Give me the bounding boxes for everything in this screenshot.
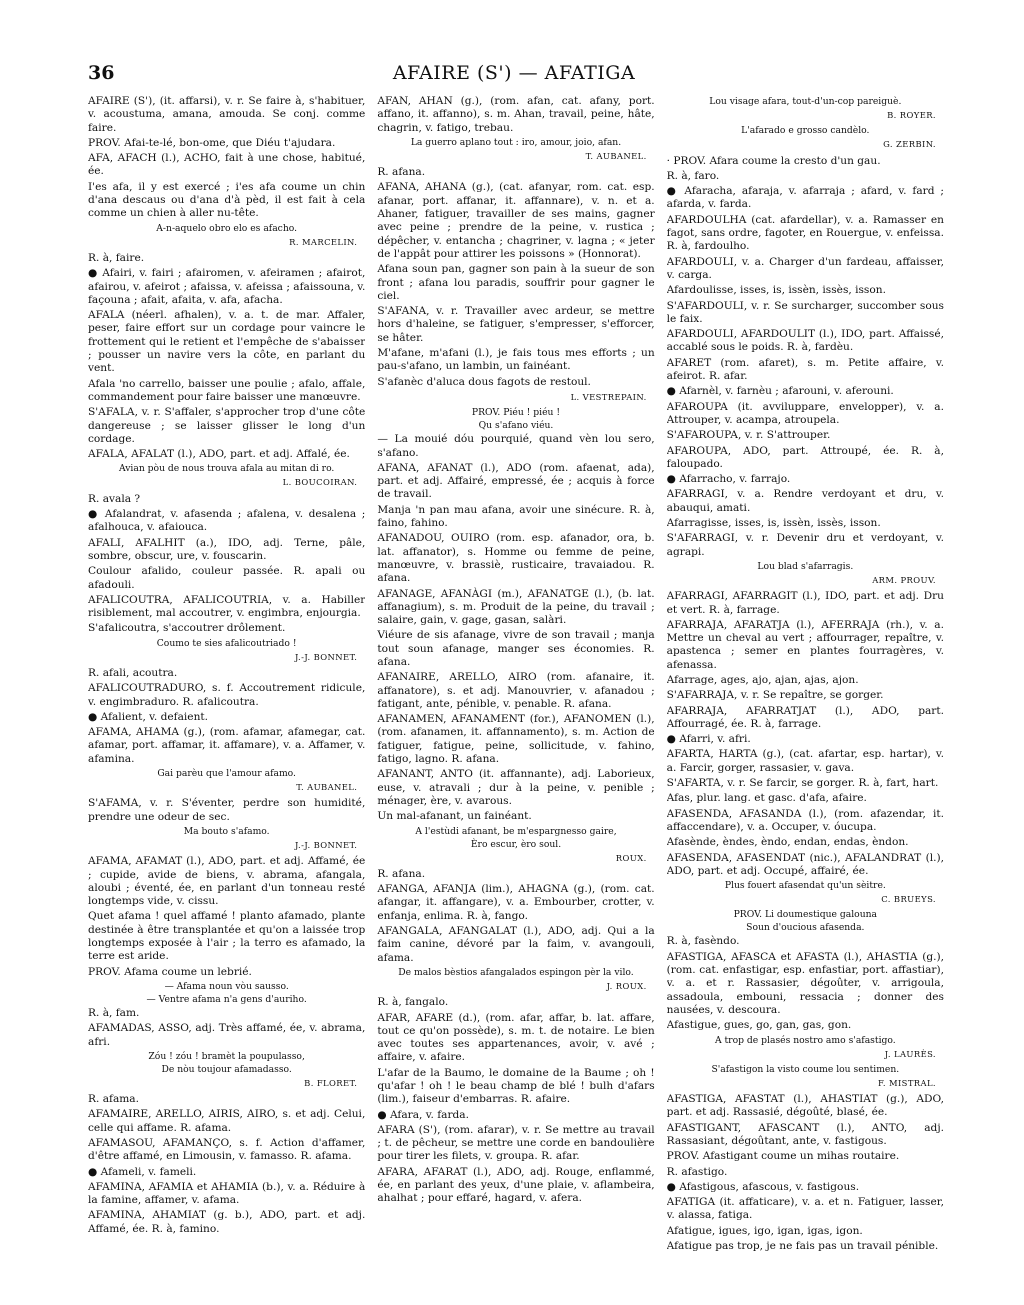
entry-paragraph: AFARRAGI, v. a. Rendre verdoyant et dru, v. abauqui, amati. bbox=[666, 488, 944, 514]
entry-paragraph: AFARRAJA, AFARATJA (l.), AFERRAJA (rh.), v. a. Mettre un cheval au vert ; affourrager, repaître, v. apastenca ; semer en plantes fourragères, v. afenassa. bbox=[666, 618, 944, 671]
entry-paragraph: AFAN, AHAN (g.), (rom. afan, cat. afany, port. affano, it. affanno), s. m. Ahan, travail, peine, hâte, chagrin, v. fatigo, trebau. bbox=[377, 95, 655, 134]
entry-paragraph: AFAMAIRE, ARELLO, AIRIS, AIRO, s. et adj. Celui, celle qui affame. R. afama. bbox=[88, 1108, 366, 1134]
attribution: J.-J. BONNET. bbox=[294, 839, 358, 850]
entry-paragraph: R. à, fasèndo. bbox=[666, 935, 740, 948]
entry-paragraph: AFAIRE (S'), (it. affarsi), v. r. Se faire à, s'habituer, v. acoustuma, amana, amouda. Se conj. comme faire. bbox=[88, 95, 366, 134]
entry-paragraph: AFA, AFACH (l.), ACHO, fait à une chose, habitué, ée. bbox=[88, 152, 366, 178]
entry-paragraph: AFAMASOU, AFAMANÇO, s. f. Action d'affamer, d'être affamé, en Limousin, v. famasso. R. afama. bbox=[88, 1137, 366, 1163]
entry-paragraph: Afastigue, gues, go, gan, gas, gon. bbox=[666, 1019, 852, 1032]
entry-paragraph: AFANAIRE, ARELLO, AIRO (rom. afanaire, it. affanatore), s. et adj. Manouvrier, v. afanadou ; fatigant, ante, pénible, v. penable. R. afana. bbox=[377, 671, 655, 710]
entry-paragraph: AFALI, AFALHIT (a.), IDO, adj. Terne, pâle, sombre, obscur, ure, v. fouscarin. bbox=[88, 536, 366, 562]
entry-paragraph: PROV. Afama coume un lebrié. bbox=[88, 965, 252, 978]
entry-paragraph: ● Afameli, v. fameli. bbox=[88, 1165, 197, 1178]
entry-paragraph: Afatigue pas trop, je ne fais pas un travail pénible. bbox=[666, 1240, 939, 1253]
entry-paragraph: ● Afastigous, afascous, v. fastigous. bbox=[666, 1180, 860, 1193]
entry-paragraph: ● Afarri, v. afri. bbox=[666, 733, 751, 746]
quotation-line: Èro escur, èro soul. bbox=[470, 838, 562, 850]
quotation-line: L'afarado e grosso candèlo. bbox=[741, 125, 870, 137]
entry-paragraph: R. afana. bbox=[377, 166, 426, 179]
entry-paragraph: S'AFAMA, v. r. S'éventer, perdre son humidité, prendre une odeur de sec. bbox=[88, 797, 366, 823]
quotation-line: PROV. Piéu ! piéu ! bbox=[471, 407, 561, 419]
entry-paragraph: AFAMADAS, ASSO, adj. Très affamé, ée, v. abrama, afri. bbox=[88, 1022, 366, 1048]
quotation-line: PROV. Li doumestique galouna bbox=[733, 909, 878, 921]
entry-paragraph: AFASENDA, AFASENDAT (nic.), AFALANDRAT (l.), ADO, part. et adj. Occupé, affairé, ée. bbox=[666, 851, 944, 877]
quotation-line: Qu s'afano viéu. bbox=[478, 420, 554, 432]
entry-paragraph: ● Afairi, v. fairi ; afairomen, v. afeiramen ; afairot, afairou, v. afeirot ; afaissa, v. afeissa ; afaissouna, v. façouna ; afait, afaita, v. afa, afacha. bbox=[88, 267, 366, 306]
entry-paragraph: AFASENDA, AFASANDA (l.), (rom. afazendar, it. affaccendare), v. a. Occuper, v. óucupa. bbox=[666, 807, 944, 833]
entry-paragraph: M'afane, m'afani (l.), je fais tous mes efforts ; un pau-s'afano, un lambin, un fainéant. bbox=[377, 347, 655, 373]
entry-paragraph: ● Afarracho, v. farrajo. bbox=[666, 473, 791, 486]
entry-paragraph: AFAMINA, AHAMIAT (g. b.), ADO, part. et adj. Affamé, ée. R. à, famino. bbox=[88, 1209, 366, 1235]
quotation-line: Lou blad s'afarragis. bbox=[757, 560, 854, 572]
quotation-line: A l'estùdi afanant, be m'espargnesso gaire, bbox=[415, 825, 617, 837]
entry-paragraph: AFANGALA, AFANGALAT (l.), ADO, adj. Qui a la faim canine, dévoré par la faim, v. avangouli, afama. bbox=[377, 925, 655, 964]
quotation-line: — Ventre afama n'a gens d'auriho. bbox=[146, 993, 307, 1005]
running-head: AFAIRE (S') — AFATIGA bbox=[392, 62, 636, 84]
entry-paragraph: AFARTA, HARTA (g.), (cat. afartar, esp. hartar), v. a. Farcir, gorger, rassasier, v. gava. bbox=[666, 748, 944, 774]
quotation-line: La guerro aplano tout : iro, amour, joio, afan. bbox=[410, 136, 622, 148]
quotation-line: S'afastigon la visto coume lou sentimen. bbox=[711, 1063, 900, 1075]
quotation-line: Plus fouert afasendat qu'un sèitre. bbox=[724, 880, 886, 892]
entry-paragraph: ● Afaracha, afaraja, v. afarraja ; afard, v. fard ; afarda, v. farda. bbox=[666, 185, 944, 211]
attribution: F. MISTRAL. bbox=[877, 1077, 936, 1088]
entry-paragraph: S'AFARDOULI, v. r. Se surcharger, succomber sous le faix. bbox=[666, 299, 944, 325]
attribution: B. FLORET. bbox=[304, 1077, 358, 1088]
quotation-line: A-n-aquelo obro elo es afacho. bbox=[156, 222, 298, 234]
quotation-line: Gai parèu que l'amour afamo. bbox=[157, 768, 296, 780]
entry-paragraph: AFATIGA (it. affaticare), v. a. et n. Fatiguer, lasser, v. alassa, fatiga. bbox=[666, 1196, 944, 1222]
entry-paragraph: Viéure de sis afanage, vivre de son travail ; manja tout soun afanage, manger ses économies. R. afana. bbox=[377, 629, 655, 668]
attribution: J. ROUX. bbox=[606, 980, 647, 991]
page-number: 36 bbox=[88, 62, 115, 84]
entry-paragraph: Manja 'n pan mau afana, avoir une sinécure. R. à, faino, fahino. bbox=[377, 503, 655, 530]
quotation-line: De malos bèstios afangalados espingon pèr la vilo. bbox=[398, 966, 634, 978]
entry-paragraph: ● Afalient, v. defaient. bbox=[88, 710, 209, 723]
entry-paragraph: AFANA, AHANA (g.), (cat. afanyar, rom. cat. esp. afanar, port. affanar, it. affannare), v. n. et a. Ahaner, fatiguer, travailler de ses mains, gagner avec peine ; prendre de la peine, v. rustica ; dépêcher, v. entancha ; chagriner, v. lagna ; « jeter de l'appât pour attirer les poissons » (Honnorat). bbox=[377, 181, 655, 260]
entry-paragraph: AFANA, AFANAT (l.), ADO (rom. afaenat, ada), part. et adj. Affairé, empressé, ée ; acquis à force de travail. bbox=[377, 461, 655, 501]
attribution: T. AUBANEL. bbox=[296, 782, 358, 793]
quotation-line: Soun d'oucious afasenda. bbox=[746, 922, 865, 934]
column-1 bbox=[88, 95, 365, 1285]
entry-paragraph: AFANAGE, AFANÀGI (m.), AFANATGE (l.), (b. lat. affanagium), s. m. Produit de la peine, du travail ; salaire, gain, v. gage, gasan, salàri. bbox=[377, 587, 655, 627]
entry-paragraph: AFARDOULI, v. a. Charger d'un fardeau, affaisser, v. carga. bbox=[666, 255, 944, 281]
quotation-line: Coumo te sies afalicoutriado ! bbox=[156, 637, 297, 649]
entry-paragraph: PROV. Afastigant coume un mihas routaire. bbox=[666, 1150, 900, 1163]
attribution: G. ZERBIN. bbox=[883, 139, 936, 150]
dictionary-columns bbox=[88, 95, 944, 1285]
entry-paragraph: R. afana. bbox=[377, 867, 426, 880]
entry-paragraph: AFARET (rom. afaret), s. m. Petite affaire, v. afeirot. R. afar. bbox=[666, 356, 944, 383]
entry-paragraph: Afardoulisse, isses, is, issèn, issès, isson. bbox=[666, 284, 886, 297]
entry-paragraph: R. à, fam. bbox=[88, 1006, 140, 1019]
entry-paragraph: S'AFALA, v. r. S'affaler, s'approcher trop d'une côte dangereuse ; se laisser glisser le long d'un cordage. bbox=[88, 406, 366, 445]
entry-paragraph: R. afali, acoutra. bbox=[88, 666, 178, 679]
attribution: B. ROYER. bbox=[887, 110, 936, 120]
attribution: L. VESTREPAIN. bbox=[570, 391, 647, 402]
entry-paragraph: S'AFANA, v. r. Travailler avec ardeur, se mettre hors d'haleine, se fatiguer, s'empresser, s'efforcer, se hâter. bbox=[377, 305, 655, 344]
quotation-line: A trop de plasés nostro amo s'afastigo. bbox=[714, 1034, 896, 1046]
entry-paragraph: AFANANT, ANTO (it. affannante), adj. Laborieux, euse, v. atravali ; dur à la peine, v. penible ; ménager, ère, v. avarous. bbox=[377, 768, 655, 807]
entry-paragraph: · PROV. Afara coume la cresto d'un gau. bbox=[666, 154, 881, 167]
entry-paragraph: AFASTIGANT, AFASCANT (l.), ANTO, adj. Rassasiant, dégoûtant, ante, v. fastigous. bbox=[666, 1121, 944, 1147]
entry-paragraph: Coulour afalido, couleur passée. R. apali ou afadouli. bbox=[88, 565, 366, 591]
attribution: J.-J. BONNET. bbox=[294, 651, 358, 662]
entry-paragraph: ● Afarnèl, v. farnèu ; afarouni, v. aferouni. bbox=[666, 385, 894, 398]
entry-paragraph: ● Afara, v. farda. bbox=[377, 1108, 469, 1121]
entry-paragraph: AFARRAGI, AFARRAGIT (l.), IDO, part. et adj. Dru et vert. R. à, farrage. bbox=[666, 590, 944, 616]
entry-paragraph: AFALICOUTRA, AFALICOUTRIA, v. a. Habiller risiblement, mal accoutrer, v. engimbra, enjourgia. bbox=[88, 593, 366, 620]
entry-paragraph: Quet afama ! quel affamé ! planto afamado, plante destinée à être transplantée et qu'on a laissée trop longtemps exposée à l'air ; la terro es afamado, la terre est aride. bbox=[88, 910, 366, 963]
entry-paragraph: R. avala ? bbox=[88, 492, 141, 505]
column-2 bbox=[377, 95, 654, 1285]
entry-paragraph: S'afanèc d'aluca dous fagots de restoul. bbox=[377, 375, 591, 388]
attribution: C. BRUEYS. bbox=[881, 894, 936, 905]
quotation-line: Ma bouto s'afamo. bbox=[183, 825, 270, 837]
entry-paragraph: I'es afa, il y est exercé ; i'es afa coume un chin d'ana descaus ou d'ana d'à pèd, il est fait à cela comme un chien à aller nu-tête. bbox=[88, 180, 366, 220]
entry-paragraph: AFARDOULI, AFARDOULIT (l.), IDO, part. Affaissé, accablé sous le poids. R. à, fardèu. bbox=[666, 328, 944, 354]
quotation-line: — Afama noun vòu sausso. bbox=[164, 980, 289, 992]
entry-paragraph: AFANADOU, OUIRO (rom. esp. afanador, ora, b. lat. affanator), s. Homme ou femme de peine, manœuvre, v. brassiè, rusticaire, travaiadou. R. afana. bbox=[377, 532, 655, 585]
entry-paragraph: Afana soun pan, gagner son pain à la sueur de son front ; afana lou paradis, souffrir pour gagner le ciel. bbox=[377, 263, 655, 302]
entry-paragraph: R. à, fangalo. bbox=[377, 996, 449, 1009]
page-header bbox=[88, 62, 940, 88]
entry-paragraph: R. afastigo. bbox=[666, 1165, 728, 1178]
entry-paragraph: AFAROUPA (it. avviluppare, envelopper), v. a. Attrouper, v. acampa, atroupela. bbox=[666, 400, 944, 426]
entry-paragraph: Afarrage, ages, ajo, ajan, ajas, ajon. bbox=[666, 673, 859, 686]
attribution: R. MARCELIN. bbox=[289, 236, 358, 247]
entry-paragraph: AFAR, AFARE (d.), (rom. afar, affar, b. lat. affare, tout ce qu'on possède), s. m. t. de notaire. Le bien avec toutes ses appartenances, avoir, v. avé ; affaire, v. afaire. bbox=[377, 1011, 655, 1064]
entry-paragraph: AFALA, AFALAT (l.), ADO, part. et adj. Affalé, ée. bbox=[88, 448, 350, 461]
entry-paragraph: AFARA (S'), (rom. afarar), v. r. Se mettre au travail ; t. de pêcheur, se mettre une corde en bandoulière pour tirer les filets, v. groupa. R. afar. bbox=[377, 1123, 655, 1163]
quotation-line: Zóu ! zóu ! bramèt la poupulasso, bbox=[148, 1050, 305, 1062]
entry-paragraph: Afala 'no carrello, baisser une poulie ; afalo, affale, commandement pour faire baisser une manœuvre. bbox=[88, 377, 366, 403]
attribution: J. LAURÈS. bbox=[884, 1048, 936, 1059]
column-3 bbox=[667, 95, 944, 1285]
entry-paragraph: R. à, faire. bbox=[88, 251, 145, 264]
entry-paragraph: AFAROUPA, ADO, part. Attroupé, ée. R. à, faloupado. bbox=[666, 444, 944, 470]
entry-paragraph: S'afalicoutra, s'accoutrer drôlement. bbox=[88, 622, 286, 635]
entry-paragraph: AFANAMEN, AFANAMENT (for.), AFANOMEN (l.), (rom. afanamen, it. affannamento), s. m. Action de fatiguer, fatigue, peine, sollicitude, v. fahino, fatigo, lagno. R. afana. bbox=[377, 713, 655, 766]
entry-paragraph: R. afama. bbox=[88, 1093, 139, 1106]
entry-paragraph: AFASTIGA, AFASTAT (l.), AHASTIAT (g.), ADO, part. et adj. Rassasié, dégoûté, blasé, ée. bbox=[666, 1093, 944, 1119]
entry-paragraph: ● Afalandrat, v. afasenda ; afalena, v. desalena ; afalhouca, v. afaiouca. bbox=[88, 508, 366, 534]
entry-paragraph: AFARRAJA, AFARRATJAT (l.), ADO, part. Affourragé, ée. R. à, farrage. bbox=[666, 704, 944, 730]
quotation-line: De nòu toujour afamadasso. bbox=[161, 1063, 292, 1075]
quotation-line: Lou visage afara, tout-d'un-cop pareiguè. bbox=[709, 96, 902, 107]
entry-paragraph: — La mouié dóu pourquié, quand vèn lou sero, s'afano. bbox=[377, 433, 655, 459]
attribution: ARM. PROUV. bbox=[872, 574, 936, 585]
attribution: T. AUBANEL. bbox=[585, 150, 647, 161]
entry-paragraph: AFALICOUTRADURO, s. f. Accoutrement ridicule, v. engimbraduro. R. afalicoutra. bbox=[88, 682, 366, 708]
entry-paragraph: L'afar de la Baumo, le domaine de la Baume ; oh ! qu'afar ! oh ! le beau champ de blé ! bulh d'afars (lim.), faiseur d'embarras. R. afaire. bbox=[377, 1066, 655, 1106]
entry-paragraph: AFANGA, AFANJA (lim.), AHAGNA (g.), (rom. cat. afangar, it. affangare), v. a. Embourber, crotter, v. enfanja, enlima. R. à, fango. bbox=[377, 883, 655, 922]
attribution: L. BOUCOIRAN. bbox=[282, 477, 358, 488]
entry-paragraph: Afarragisse, isses, is, issèn, issès, isson. bbox=[666, 517, 881, 530]
entry-paragraph: AFAMA, AHAMA (g.), (rom. afamar, afamegar, cat. afamar, port. affamar, it. affamare), v. a. Affamer, v. afamina. bbox=[88, 726, 366, 765]
entry-paragraph: S'AFAROUPA, v. r. S'attrouper. bbox=[666, 429, 831, 442]
entry-paragraph: S'AFARRAGI, v. r. Devenir dru et verdoyant, v. agrapi. bbox=[666, 532, 944, 558]
entry-paragraph: AFARDOULHA (cat. afardellar), v. a. Ramasser en fagot, sans ordre, fagoter, en Rouergue, v. enfeissa. R. à, fardoulho. bbox=[666, 213, 944, 253]
entry-paragraph: Un mal-afanant, un fainéant. bbox=[377, 810, 532, 823]
quotation-line: Avian pòu de nous trouva afala au mitan di ro. bbox=[118, 463, 335, 475]
entry-paragraph: S'AFARTA, v. r. Se farcir, se gorger. R. à, fart, hart. bbox=[666, 777, 939, 790]
entry-paragraph: PROV. Afai-te-lé, bon-ome, que Diéu t'ajudara. bbox=[88, 136, 336, 149]
attribution: ROUX. bbox=[615, 852, 647, 863]
entry-paragraph: Afatigue, igues, igo, igan, igas, igon. bbox=[666, 1224, 863, 1237]
entry-paragraph: Afas, plur. lang. et gasc. d'afa, afaire. bbox=[666, 792, 867, 805]
entry-paragraph: AFASTIGA, AFASCA et AFASTA (l.), AHASTIA (g.), (rom. cat. enfastigar, esp. enfastiar, port. affastiar), v. a. et r. Rassasier, dégoûter, v. arrigoula, assadoula, embouni, ressacia ; donner des nausées, v. descoura. bbox=[666, 950, 944, 1016]
entry-paragraph: AFAMINA, AFAMIA et AHAMIA (b.), v. a. Réduire à la famine, affamer, v. afama. bbox=[88, 1180, 366, 1207]
entry-paragraph: Afasènde, èndes, èndo, endan, endas, èndon. bbox=[666, 836, 909, 849]
entry-paragraph: S'AFARRAJA, v. r. Se repaître, se gorger. bbox=[666, 689, 884, 702]
entry-paragraph: R. à, faro. bbox=[666, 169, 720, 182]
entry-paragraph: AFAMA, AFAMAT (l.), ADO, part. et adj. Affamé, ée ; cupide, avide de biens, v. abrama, afangala, aloubi ; éventé, ée, en parlant d'un tonneau resté longtemps vide, v. cissu. bbox=[88, 855, 366, 908]
entry-paragraph: AFARA, AFARAT (l.), ADO, adj. Rouge, enflammé, ée, en parlant des yeux, d'une plaie, v. aflambeira, ahalhat ; pour effaré, hagard, v. afera. bbox=[377, 1165, 655, 1205]
entry-paragraph: AFALA (néerl. afhalen), v. a. t. de mar. Affaler, peser, faire effort sur un cordage pour vaincre le frottement qui le retient et l'empêche de s'abaisser ; pousser un navire vers la côte, en parlant du vent. bbox=[88, 309, 366, 375]
